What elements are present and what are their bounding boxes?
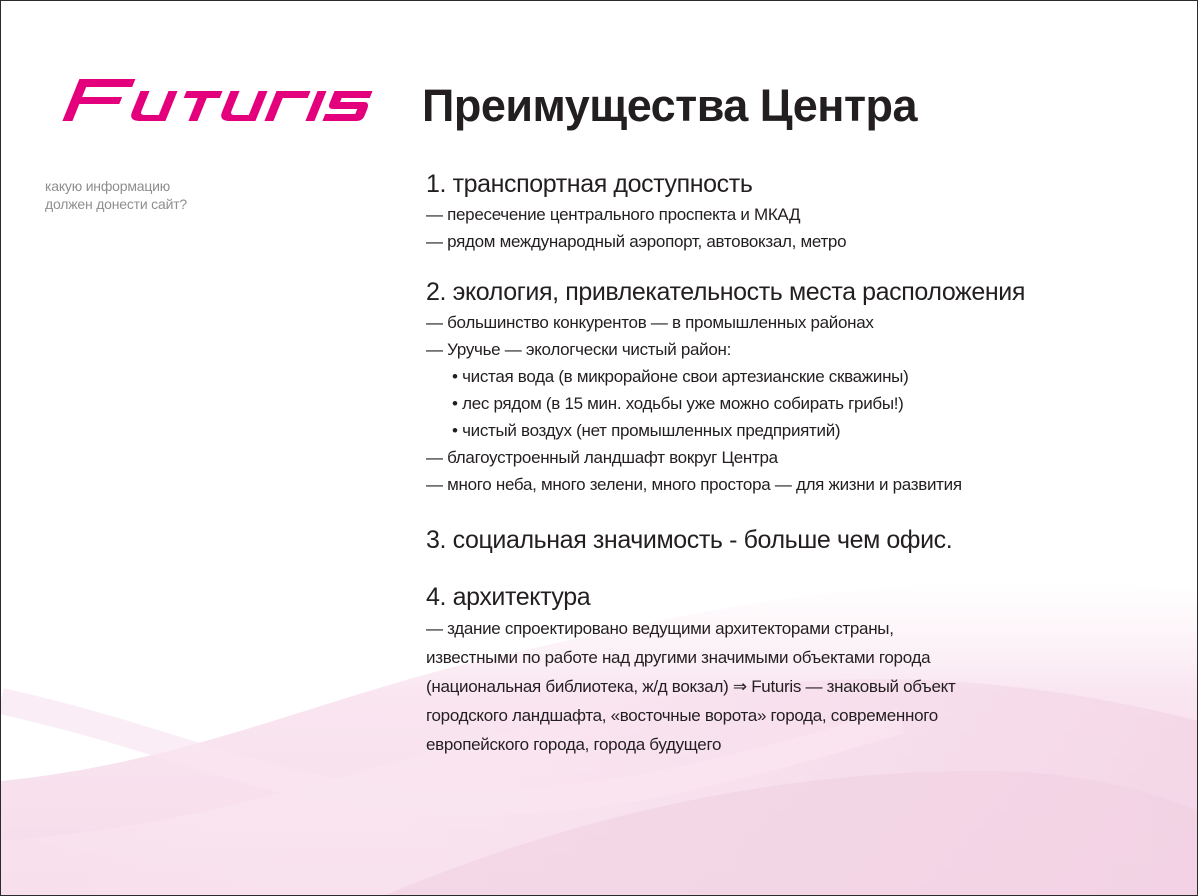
section-heading: 3. социальная значимость - больше чем офис. [426,526,953,554]
section-line: (национальная библиотека, ж/д вокзал) ⇒ Futuris — знаковый объект [426,677,956,696]
side-note-line-2: должен донести сайт? [45,196,187,212]
section-line: — рядом международный аэропорт, автовокзал, метро [426,232,847,251]
section-architecture [426,580,1156,759]
section-ecology [426,275,1156,498]
section-heading: 1. транспортная доступность [426,170,753,198]
page-title: Преимущества Центра [422,80,917,131]
section-line: городского ландшафта, «восточные ворота» города, современного [426,706,938,725]
side-note-line-1: какую информацию [45,178,171,194]
section-line: — большинство конкурентов — в промышленных районах [426,313,874,332]
section-line: — много неба, много зелени, много простора — для жизни и развития [426,475,962,494]
section-line: известными по работе над другими значимыми объектами города [426,648,931,667]
section-line: — пересечение центрального проспекта и МКАД [426,205,801,224]
section-line: — благоустроенный ландшафт вокруг Центра [426,448,778,467]
futuris-logo [41,75,383,125]
bullet-item: • чистая вода (в микрорайоне свои артезианские скважины) [452,367,909,386]
bullet-item: • лес рядом (в 15 мин. ходьбы уже можно собирать грибы!) [452,394,904,413]
section-line: европейского города, города будущего [426,735,722,754]
section-transport [426,167,1156,255]
section-social [426,523,1156,557]
section-heading: 2. экология, привлекательность места расположения [426,278,1025,306]
bullet-item: • чистый воздух (нет промышленных предприятий) [452,421,841,440]
section-line: — здание спроектировано ведущими архитекторами страны, [426,619,894,638]
side-note [45,177,305,213]
section-heading: 4. архитектура [426,583,591,611]
advantages-list [426,167,1156,759]
section-line: — Уручье — экологчески чистый район: [426,340,732,359]
